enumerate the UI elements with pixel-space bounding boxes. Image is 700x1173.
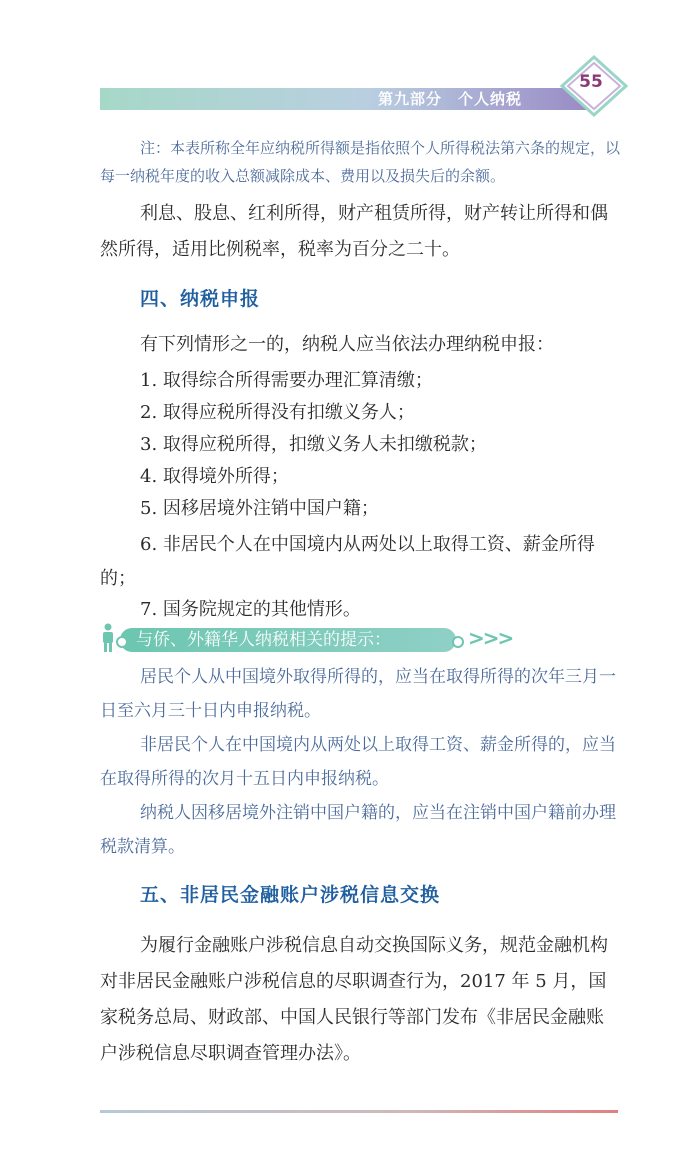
list-item: 7. 国务院规定的其他情形。 — [140, 599, 361, 620]
person-icon — [100, 623, 116, 653]
tip-paragraph: 居民个人从中国境外取得所得的，应当在取得所得的次年三月一日至六月三十日内申报纳税。 — [100, 667, 616, 721]
section4-intro: 有下列情形之一的，纳税人应当依法办理纳税申报： — [140, 334, 554, 355]
rate-paragraph: 利息、股息、红利所得，财产租赁所得，财产转让所得和偶然所得，适用比例税率，税率为百分之二十。 — [100, 203, 608, 260]
list-item: 5. 因移居境外注销中国户籍； — [140, 498, 379, 519]
list-item: 6. 非居民个人在中国境内从两处以上取得工资、薪金所得的； — [100, 534, 595, 589]
list-item: 1. 取得综合所得需要办理汇算清缴； — [140, 370, 433, 391]
tip-start-dot — [116, 636, 128, 648]
header-bar — [100, 88, 586, 110]
table-note: 注：本表所称全年应纳税所得额是指依照个人所得税法第六条的规定，以每一纳税年度的收入总额减除成本、费用以及损失后的余额。 — [100, 139, 621, 185]
tip-label: 与侨、外籍华人纳税相关的提示： — [136, 630, 391, 650]
section5-paragraph: 为履行金融账户涉税信息自动交换国际义务，规范金融机构对非居民金融账户涉税信息的尽职调查行为，2017 年 5 月，国家税务总局、财政部、中国人民银行等部门发布《非居民金融账户涉税信息尽职调查管理办法》。 — [100, 935, 608, 1064]
tip-paragraph: 纳税人因移居境外注销中国户籍的，应当在注销中国户籍前办理税款清算。 — [100, 803, 616, 857]
tip-paragraph: 非居民个人在中国境内从两处以上取得工资、薪金所得的，应当在取得所得的次月十五日内申报纳税。 — [100, 735, 616, 789]
tip-end-dot — [452, 636, 464, 648]
triple-chevron-right-icon: >>> — [468, 626, 513, 650]
section-heading-4: 四、纳税申报 — [140, 288, 261, 310]
section-title: 第九部分 个人纳税 — [377, 90, 522, 108]
list-item: 4. 取得境外所得； — [140, 466, 289, 487]
list-item: 2. 取得应税所得没有扣缴义务人； — [140, 402, 415, 423]
list-item: 3. 取得应税所得，扣缴义务人未扣缴税款； — [140, 434, 487, 455]
section-heading-5: 五、非居民金融账户涉税信息交换 — [140, 884, 441, 906]
footer-divider — [100, 1110, 618, 1113]
page-number: 55 — [579, 72, 603, 92]
